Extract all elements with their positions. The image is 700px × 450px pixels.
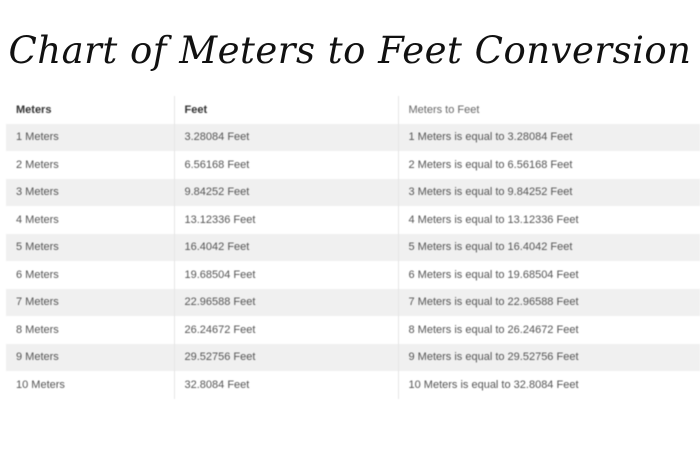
cell-meters: 3 Meters (6, 179, 174, 207)
cell-meters: 10 Meters (6, 371, 174, 399)
cell-meters: 2 Meters (6, 151, 174, 179)
cell-description: 10 Meters is equal to 32.8084 Feet (398, 371, 700, 399)
table-row (6, 151, 700, 179)
cell-feet: 16.4042 Feet (174, 234, 398, 262)
cell-meters: 5 Meters (6, 234, 174, 262)
cell-feet: 22.96588 Feet (174, 289, 398, 317)
conversion-table-container (6, 96, 700, 399)
table-row (6, 206, 700, 234)
cell-meters: 7 Meters (6, 289, 174, 317)
cell-feet: 13.12336 Feet (174, 206, 398, 234)
column-header-meters: Meters (6, 96, 174, 124)
cell-meters: 6 Meters (6, 261, 174, 289)
cell-description: 4 Meters is equal to 13.12336 Feet (398, 206, 700, 234)
column-header-meters-to-feet: Meters to Feet (398, 96, 700, 124)
cell-feet: 19.68504 Feet (174, 261, 398, 289)
cell-feet: 9.84252 Feet (174, 179, 398, 207)
table-row (6, 344, 700, 372)
table-header-row (6, 96, 700, 124)
cell-meters: 8 Meters (6, 316, 174, 344)
cell-feet: 6.56168 Feet (174, 151, 398, 179)
table-row (6, 179, 700, 207)
table-row (6, 289, 700, 317)
cell-description: 5 Meters is equal to 16.4042 Feet (398, 234, 700, 262)
table-row (6, 261, 700, 289)
cell-feet: 32.8084 Feet (174, 371, 398, 399)
cell-description: 6 Meters is equal to 19.68504 Feet (398, 261, 700, 289)
cell-description: 7 Meters is equal to 22.96588 Feet (398, 289, 700, 317)
cell-description: 1 Meters is equal to 3.28084 Feet (398, 124, 700, 152)
conversion-table (6, 96, 700, 399)
cell-description: 2 Meters is equal to 6.56168 Feet (398, 151, 700, 179)
table-row (6, 234, 700, 262)
cell-description: 9 Meters is equal to 29.52756 Feet (398, 344, 700, 372)
table-row (6, 316, 700, 344)
cell-description: 8 Meters is equal to 26.24672 Feet (398, 316, 700, 344)
cell-feet: 29.52756 Feet (174, 344, 398, 372)
cell-meters: 9 Meters (6, 344, 174, 372)
table-row (6, 124, 700, 152)
cell-description: 3 Meters is equal to 9.84252 Feet (398, 179, 700, 207)
cell-feet: 3.28084 Feet (174, 124, 398, 152)
table-row (6, 371, 700, 399)
page-title: Chart of Meters to Feet Conversion (8, 29, 692, 72)
cell-feet: 26.24672 Feet (174, 316, 398, 344)
cell-meters: 1 Meters (6, 124, 174, 152)
cell-meters: 4 Meters (6, 206, 174, 234)
column-header-feet: Feet (174, 96, 398, 124)
